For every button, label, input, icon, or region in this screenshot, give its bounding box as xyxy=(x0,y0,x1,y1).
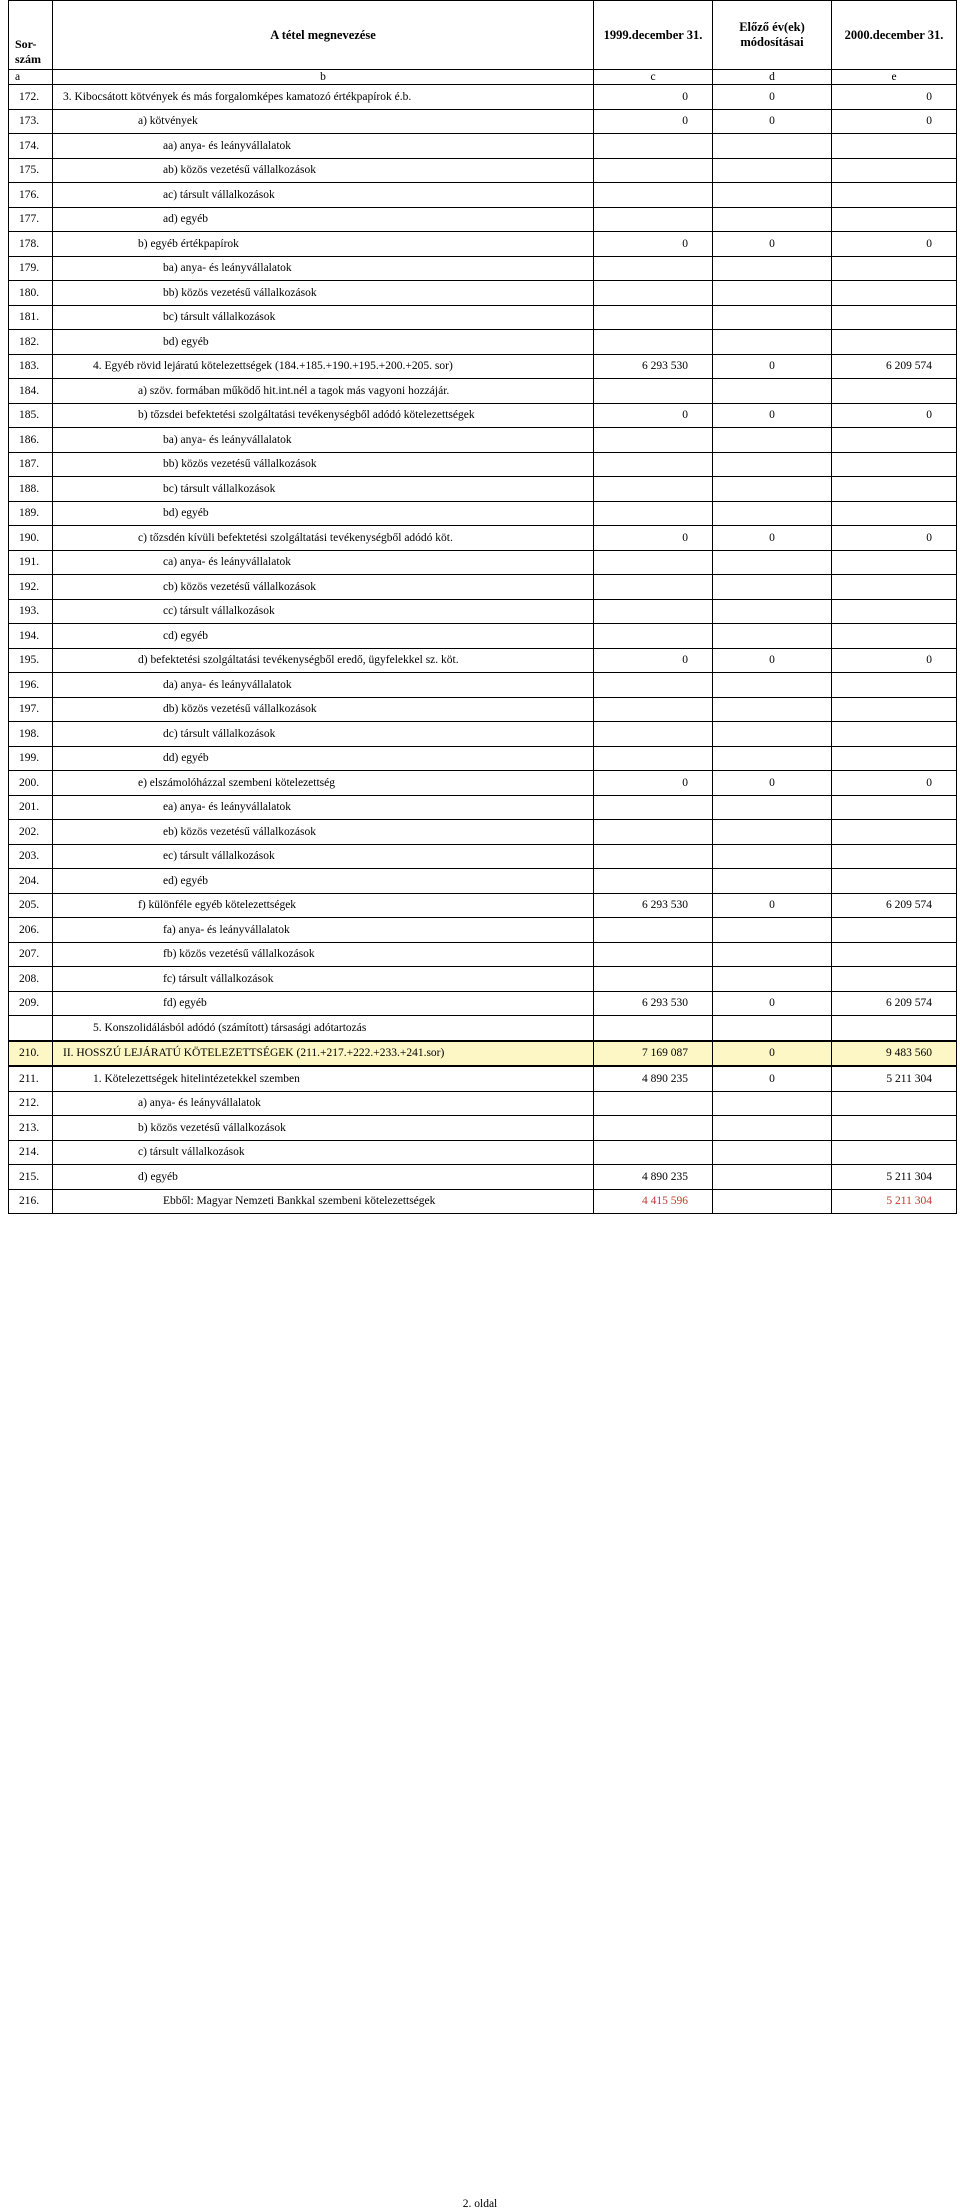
value-1999: 0 xyxy=(594,526,713,551)
value-1999 xyxy=(594,1091,713,1116)
table-row xyxy=(9,1066,957,1091)
row-item-name: ca) anya- és leányvállalatok xyxy=(53,550,594,575)
value-2000: 5 211 304 xyxy=(832,1066,957,1091)
row-number: 203. xyxy=(9,844,53,869)
value-modifications xyxy=(713,379,832,404)
row-number: 187. xyxy=(9,452,53,477)
value-1999 xyxy=(594,624,713,649)
row-item-name: db) közös vezetésű vállalkozások xyxy=(53,697,594,722)
header-2000: 2000.december 31. xyxy=(832,1,957,70)
value-1999 xyxy=(594,1140,713,1165)
header-item-name: A tétel megnevezése xyxy=(53,1,594,70)
value-2000 xyxy=(832,1116,957,1141)
value-1999 xyxy=(594,305,713,330)
row-item-name: bb) közös vezetésű vállalkozások xyxy=(53,452,594,477)
value-1999 xyxy=(594,697,713,722)
value-1999: 0 xyxy=(594,109,713,134)
value-modifications xyxy=(713,1189,832,1214)
row-item-name: Ebből: Magyar Nemzeti Bankkal szembeni kötelezettségek xyxy=(53,1189,594,1214)
value-modifications xyxy=(713,746,832,771)
row-item-name: b) egyéb értékpapírok xyxy=(53,232,594,257)
value-modifications xyxy=(713,281,832,306)
row-item-name: f) különféle egyéb kötelezettségek xyxy=(53,893,594,918)
value-modifications xyxy=(713,844,832,869)
letter-d: d xyxy=(713,70,832,85)
value-1999 xyxy=(594,575,713,600)
row-item-name: fb) közös vezetésű vállalkozások xyxy=(53,942,594,967)
row-number: 204. xyxy=(9,869,53,894)
value-1999 xyxy=(594,428,713,453)
value-1999 xyxy=(594,1016,713,1041)
value-2000: 0 xyxy=(832,526,957,551)
value-modifications xyxy=(713,330,832,355)
table-row xyxy=(9,795,957,820)
value-modifications: 0 xyxy=(713,526,832,551)
table-row xyxy=(9,1016,957,1041)
row-number: 189. xyxy=(9,501,53,526)
row-item-name: cd) egyéb xyxy=(53,624,594,649)
value-2000 xyxy=(832,256,957,281)
row-number: 176. xyxy=(9,183,53,208)
table-row xyxy=(9,501,957,526)
header-letter-row xyxy=(9,70,957,85)
value-2000: 5 211 304 xyxy=(832,1165,957,1190)
value-modifications xyxy=(713,501,832,526)
value-modifications: 0 xyxy=(713,354,832,379)
value-1999 xyxy=(594,256,713,281)
value-modifications xyxy=(713,624,832,649)
row-item-name: bc) társult vállalkozások xyxy=(53,477,594,502)
row-item-name: bd) egyéb xyxy=(53,330,594,355)
value-modifications xyxy=(713,673,832,698)
letter-a: a xyxy=(9,70,53,85)
row-number: 199. xyxy=(9,746,53,771)
value-2000 xyxy=(832,942,957,967)
value-1999 xyxy=(594,844,713,869)
table-row xyxy=(9,305,957,330)
value-1999 xyxy=(594,330,713,355)
row-number: 174. xyxy=(9,134,53,159)
value-modifications xyxy=(713,158,832,183)
value-2000 xyxy=(832,722,957,747)
value-1999: 6 293 530 xyxy=(594,893,713,918)
row-number: 186. xyxy=(9,428,53,453)
row-number: 173. xyxy=(9,109,53,134)
value-2000 xyxy=(832,869,957,894)
row-number: 175. xyxy=(9,158,53,183)
row-item-name: c) társult vállalkozások xyxy=(53,1140,594,1165)
value-2000 xyxy=(832,305,957,330)
table-row xyxy=(9,697,957,722)
table-row xyxy=(9,746,957,771)
value-modifications xyxy=(713,305,832,330)
row-number: 179. xyxy=(9,256,53,281)
row-number: 196. xyxy=(9,673,53,698)
value-modifications xyxy=(713,428,832,453)
value-modifications xyxy=(713,795,832,820)
value-1999: 0 xyxy=(594,403,713,428)
row-item-name: ec) társult vállalkozások xyxy=(53,844,594,869)
row-item-name: bb) közös vezetésű vállalkozások xyxy=(53,281,594,306)
header-row xyxy=(9,1,957,70)
liabilities-table xyxy=(8,0,957,1214)
value-modifications xyxy=(713,477,832,502)
value-2000 xyxy=(832,1091,957,1116)
value-1999: 6 293 530 xyxy=(594,354,713,379)
value-2000: 0 xyxy=(832,403,957,428)
value-1999 xyxy=(594,869,713,894)
value-1999 xyxy=(594,134,713,159)
value-1999 xyxy=(594,550,713,575)
table-row xyxy=(9,844,957,869)
value-1999 xyxy=(594,452,713,477)
row-number: 207. xyxy=(9,942,53,967)
value-1999 xyxy=(594,967,713,992)
value-1999 xyxy=(594,501,713,526)
value-modifications xyxy=(713,697,832,722)
table-row xyxy=(9,624,957,649)
row-item-name: ea) anya- és leányvállalatok xyxy=(53,795,594,820)
value-modifications xyxy=(713,452,832,477)
value-1999 xyxy=(594,722,713,747)
value-2000 xyxy=(832,158,957,183)
row-number: 190. xyxy=(9,526,53,551)
value-modifications xyxy=(713,1140,832,1165)
value-modifications xyxy=(713,722,832,747)
row-item-name: II. HOSSZÚ LEJÁRATÚ KÖTELEZETTSÉGEK (211.+217.+222.+233.+241.sor) xyxy=(53,1041,594,1067)
value-modifications: 0 xyxy=(713,1066,832,1091)
row-item-name: ac) társult vállalkozások xyxy=(53,183,594,208)
value-modifications xyxy=(713,1116,832,1141)
value-1999 xyxy=(594,477,713,502)
table-row xyxy=(9,354,957,379)
table-row xyxy=(9,526,957,551)
value-1999 xyxy=(594,379,713,404)
table-row xyxy=(9,207,957,232)
table-row xyxy=(9,1041,957,1067)
value-2000: 0 xyxy=(832,648,957,673)
value-modifications: 0 xyxy=(713,648,832,673)
table-row xyxy=(9,428,957,453)
table-row xyxy=(9,256,957,281)
row-item-name: 5. Konszolidálásból adódó (számított) társasági adótartozás xyxy=(53,1016,594,1041)
value-1999 xyxy=(594,599,713,624)
value-2000 xyxy=(832,477,957,502)
row-number: 212. xyxy=(9,1091,53,1116)
table-row xyxy=(9,183,957,208)
row-number: 213. xyxy=(9,1116,53,1141)
row-number: 214. xyxy=(9,1140,53,1165)
value-2000 xyxy=(832,501,957,526)
page-number: 2. oldal xyxy=(462,2198,498,2210)
value-modifications xyxy=(713,1016,832,1041)
value-modifications: 0 xyxy=(713,85,832,110)
table-row xyxy=(9,1165,957,1190)
value-2000 xyxy=(832,330,957,355)
value-1999: 4 415 596 xyxy=(594,1189,713,1214)
value-1999: 6 293 530 xyxy=(594,991,713,1016)
value-1999 xyxy=(594,795,713,820)
value-1999: 4 890 235 xyxy=(594,1066,713,1091)
row-number: 194. xyxy=(9,624,53,649)
value-1999 xyxy=(594,183,713,208)
table-row xyxy=(9,673,957,698)
balance-sheet xyxy=(8,0,956,1214)
row-number: 182. xyxy=(9,330,53,355)
row-item-name: d) egyéb xyxy=(53,1165,594,1190)
row-item-name: ba) anya- és leányvállalatok xyxy=(53,256,594,281)
table-row xyxy=(9,85,957,110)
table-row xyxy=(9,109,957,134)
table-row xyxy=(9,967,957,992)
row-number: 191. xyxy=(9,550,53,575)
value-1999 xyxy=(594,1116,713,1141)
row-item-name: fa) anya- és leányvállalatok xyxy=(53,918,594,943)
value-1999 xyxy=(594,942,713,967)
row-number: 188. xyxy=(9,477,53,502)
row-number: 178. xyxy=(9,232,53,257)
row-item-name: bc) társult vállalkozások xyxy=(53,305,594,330)
value-2000 xyxy=(832,452,957,477)
value-2000 xyxy=(832,746,957,771)
table-body xyxy=(9,85,957,1214)
row-item-name: da) anya- és leányvállalatok xyxy=(53,673,594,698)
value-1999 xyxy=(594,820,713,845)
value-modifications: 0 xyxy=(713,403,832,428)
table-row xyxy=(9,991,957,1016)
row-item-name: a) anya- és leányvállalatok xyxy=(53,1091,594,1116)
row-number: 211. xyxy=(9,1066,53,1091)
row-item-name: c) tőzsdén kívüli befektetési szolgáltatási tevékenységből adódó köt. xyxy=(53,526,594,551)
value-modifications: 0 xyxy=(713,1041,832,1067)
row-number: 210. xyxy=(9,1041,53,1067)
value-2000: 0 xyxy=(832,85,957,110)
value-modifications xyxy=(713,918,832,943)
row-number: 193. xyxy=(9,599,53,624)
value-1999 xyxy=(594,207,713,232)
value-2000: 5 211 304 xyxy=(832,1189,957,1214)
row-item-name: b) tőzsdei befektetési szolgáltatási tevékenységből adódó kötelezettségek xyxy=(53,403,594,428)
row-number: 180. xyxy=(9,281,53,306)
row-number: 201. xyxy=(9,795,53,820)
row-item-name: ad) egyéb xyxy=(53,207,594,232)
row-number: 181. xyxy=(9,305,53,330)
row-number: 197. xyxy=(9,697,53,722)
value-modifications xyxy=(713,1091,832,1116)
value-modifications xyxy=(713,134,832,159)
value-2000 xyxy=(832,795,957,820)
value-2000 xyxy=(832,624,957,649)
value-modifications xyxy=(713,207,832,232)
table-row xyxy=(9,403,957,428)
letter-e: e xyxy=(832,70,957,85)
value-1999: 0 xyxy=(594,85,713,110)
value-2000 xyxy=(832,207,957,232)
row-number: 216. xyxy=(9,1189,53,1214)
value-1999: 4 890 235 xyxy=(594,1165,713,1190)
row-number: 206. xyxy=(9,918,53,943)
row-number: 200. xyxy=(9,771,53,796)
value-modifications: 0 xyxy=(713,771,832,796)
row-number: 184. xyxy=(9,379,53,404)
row-item-name: e) elszámolóházzal szembeni kötelezettség xyxy=(53,771,594,796)
table-row xyxy=(9,599,957,624)
row-number: 172. xyxy=(9,85,53,110)
table-row xyxy=(9,1116,957,1141)
row-item-name: bd) egyéb xyxy=(53,501,594,526)
row-item-name: dc) társult vállalkozások xyxy=(53,722,594,747)
value-modifications xyxy=(713,967,832,992)
value-modifications xyxy=(713,256,832,281)
table-row xyxy=(9,281,957,306)
value-modifications: 0 xyxy=(713,991,832,1016)
table-row xyxy=(9,477,957,502)
value-1999 xyxy=(594,918,713,943)
row-item-name: cb) közös vezetésű vállalkozások xyxy=(53,575,594,600)
value-2000 xyxy=(832,697,957,722)
table-row xyxy=(9,893,957,918)
row-number: 202. xyxy=(9,820,53,845)
value-2000 xyxy=(832,673,957,698)
row-item-name: fc) társult vállalkozások xyxy=(53,967,594,992)
value-2000 xyxy=(832,379,957,404)
value-1999: 0 xyxy=(594,232,713,257)
header-row-number: Sor- szám xyxy=(9,1,53,70)
value-2000: 0 xyxy=(832,232,957,257)
value-modifications: 0 xyxy=(713,232,832,257)
row-number: 208. xyxy=(9,967,53,992)
value-1999: 0 xyxy=(594,648,713,673)
value-2000 xyxy=(832,599,957,624)
row-item-name: ab) közös vezetésű vállalkozások xyxy=(53,158,594,183)
value-modifications xyxy=(713,550,832,575)
row-item-name: 1. Kötelezettségek hitelintézetekkel szemben xyxy=(53,1066,594,1091)
value-modifications xyxy=(713,183,832,208)
value-2000: 9 483 560 xyxy=(832,1041,957,1067)
value-1999 xyxy=(594,281,713,306)
value-1999 xyxy=(594,746,713,771)
value-modifications xyxy=(713,599,832,624)
value-2000 xyxy=(832,918,957,943)
table-row xyxy=(9,918,957,943)
value-2000: 6 209 574 xyxy=(832,991,957,1016)
table-row xyxy=(9,158,957,183)
table-row xyxy=(9,820,957,845)
header-modifications: Előző év(ek) módosításai xyxy=(713,1,832,70)
letter-c: c xyxy=(594,70,713,85)
value-2000: 0 xyxy=(832,771,957,796)
value-2000 xyxy=(832,281,957,306)
row-item-name: ed) egyéb xyxy=(53,869,594,894)
value-modifications xyxy=(713,869,832,894)
value-2000 xyxy=(832,820,957,845)
header-1999: 1999.december 31. xyxy=(594,1,713,70)
value-2000 xyxy=(832,183,957,208)
value-2000 xyxy=(832,550,957,575)
value-modifications xyxy=(713,820,832,845)
table-row xyxy=(9,1140,957,1165)
row-number xyxy=(9,1016,53,1041)
row-item-name: b) közös vezetésű vállalkozások xyxy=(53,1116,594,1141)
value-2000 xyxy=(832,967,957,992)
table-row xyxy=(9,869,957,894)
table-row xyxy=(9,452,957,477)
row-item-name: aa) anya- és leányvállalatok xyxy=(53,134,594,159)
table-row xyxy=(9,1091,957,1116)
value-2000: 6 209 574 xyxy=(832,893,957,918)
value-2000: 0 xyxy=(832,109,957,134)
value-modifications: 0 xyxy=(713,109,832,134)
value-2000 xyxy=(832,134,957,159)
value-1999: 0 xyxy=(594,771,713,796)
value-1999: 7 169 087 xyxy=(594,1041,713,1067)
row-number: 198. xyxy=(9,722,53,747)
value-1999 xyxy=(594,673,713,698)
value-modifications xyxy=(713,575,832,600)
table-row xyxy=(9,1189,957,1214)
value-2000 xyxy=(832,1016,957,1041)
row-item-name: a) szöv. formában működő hit.int.nél a tagok más vagyoni hozzájár. xyxy=(53,379,594,404)
row-number: 185. xyxy=(9,403,53,428)
value-2000 xyxy=(832,428,957,453)
value-2000: 6 209 574 xyxy=(832,354,957,379)
value-modifications xyxy=(713,942,832,967)
table-row xyxy=(9,722,957,747)
table-row xyxy=(9,379,957,404)
row-number: 215. xyxy=(9,1165,53,1190)
row-item-name: eb) közös vezetésű vállalkozások xyxy=(53,820,594,845)
row-item-name: dd) egyéb xyxy=(53,746,594,771)
row-item-name: a) kötvények xyxy=(53,109,594,134)
row-number: 183. xyxy=(9,354,53,379)
row-item-name: 3. Kibocsátott kötvények és más forgalomképes kamatozó értékpapírok é.b. xyxy=(53,85,594,110)
table-row xyxy=(9,771,957,796)
row-item-name: d) befektetési szolgáltatási tevékenységből eredő, ügyfelekkel sz. köt. xyxy=(53,648,594,673)
table-row xyxy=(9,550,957,575)
table-row xyxy=(9,330,957,355)
value-2000 xyxy=(832,575,957,600)
value-modifications: 0 xyxy=(713,893,832,918)
table-row xyxy=(9,648,957,673)
value-2000 xyxy=(832,1140,957,1165)
table-row xyxy=(9,575,957,600)
row-item-name: fd) egyéb xyxy=(53,991,594,1016)
row-item-name: cc) társult vállalkozások xyxy=(53,599,594,624)
row-item-name: ba) anya- és leányvállalatok xyxy=(53,428,594,453)
table-row xyxy=(9,942,957,967)
value-2000 xyxy=(832,844,957,869)
table-row xyxy=(9,232,957,257)
letter-b: b xyxy=(53,70,594,85)
row-item-name: 4. Egyéb rövid lejáratú kötelezettségek (184.+185.+190.+195.+200.+205. sor) xyxy=(53,354,594,379)
row-number: 195. xyxy=(9,648,53,673)
value-1999 xyxy=(594,158,713,183)
value-modifications xyxy=(713,1165,832,1190)
table-row xyxy=(9,134,957,159)
row-number: 209. xyxy=(9,991,53,1016)
row-number: 205. xyxy=(9,893,53,918)
row-number: 177. xyxy=(9,207,53,232)
row-number: 192. xyxy=(9,575,53,600)
